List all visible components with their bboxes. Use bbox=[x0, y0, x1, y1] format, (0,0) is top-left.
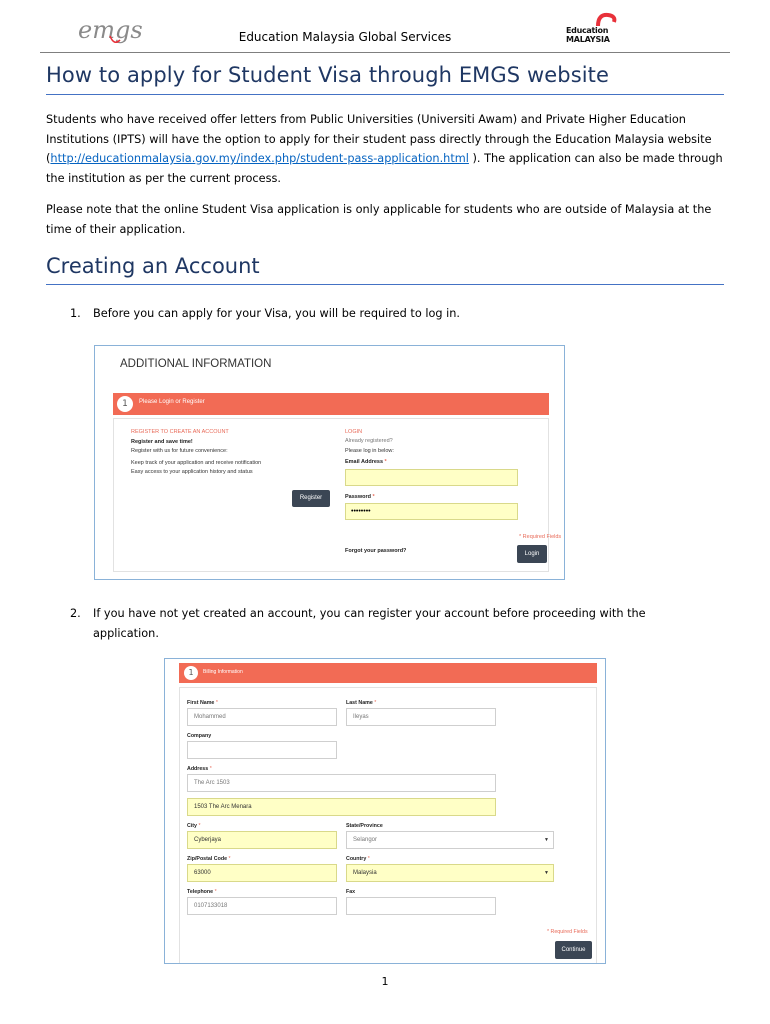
register-line2: Keep track of your application and receive notification bbox=[131, 460, 262, 466]
required-note: * Required Fields bbox=[519, 534, 562, 540]
telephone-label: Telephone * bbox=[187, 889, 217, 895]
additional-info-title: ADDITIONAL INFORMATION bbox=[120, 358, 272, 370]
login-panel bbox=[113, 418, 562, 572]
chevron-down-icon: ▼ bbox=[544, 837, 549, 843]
education-malaysia-logo bbox=[566, 12, 626, 48]
required-note: * Required Fields bbox=[547, 929, 588, 935]
state-select[interactable] bbox=[346, 831, 554, 849]
login-button[interactable]: Login bbox=[517, 545, 547, 563]
country-value: Malaysia bbox=[353, 870, 377, 876]
intro-text-after: ). The application can also be made through the institution as per the current process. bbox=[46, 152, 723, 185]
emgs-logo-mark bbox=[74, 14, 154, 48]
step-number-badge: 1 bbox=[117, 396, 133, 412]
zip-label: Zip/Postal Code * bbox=[187, 856, 231, 862]
register-line1: Register with us for future convenience: bbox=[131, 448, 228, 454]
intro-text-before: Students who have received offer letters from Public Universities (Universiti Awam) and Private Higher Education Institutions (IPTS) will have the option to apply for their student pass directly through the Education Malaysia website ( bbox=[46, 113, 712, 166]
brand-line2: MALAYSIA bbox=[566, 35, 610, 44]
first-name-label: First Name * bbox=[187, 700, 218, 706]
register-line3: Easy access to your application history and status bbox=[131, 469, 253, 475]
billing-step-bar bbox=[179, 663, 597, 683]
forgot-password-link[interactable]: Forgot your password? bbox=[345, 548, 407, 554]
telephone-input[interactable]: 0107133018 bbox=[187, 897, 337, 915]
company-label: Company bbox=[187, 733, 212, 739]
state-label: State/Province bbox=[346, 823, 383, 829]
password-label: Password * bbox=[345, 494, 375, 500]
country-label: Country * bbox=[346, 856, 370, 862]
step-bar-label: Billing Information bbox=[203, 669, 243, 675]
fax-label: Fax bbox=[346, 889, 356, 895]
register-button[interactable]: Register bbox=[292, 490, 330, 507]
zip-input[interactable]: 63000 bbox=[187, 864, 337, 882]
page-title: How to apply for Student Visa through EMGS website bbox=[46, 63, 610, 87]
brand-line1: Education bbox=[566, 26, 609, 35]
address-input-1[interactable]: The Arc 1503 bbox=[187, 774, 496, 792]
step-bar-label: Please Login or Register bbox=[139, 399, 205, 405]
city-input[interactable]: Cyberjaya bbox=[187, 831, 337, 849]
continue-button[interactable]: Continue bbox=[555, 941, 592, 959]
email-input[interactable] bbox=[345, 469, 518, 486]
password-input[interactable]: •••••••• bbox=[345, 503, 518, 520]
address-input-2[interactable]: 1503 The Arc Menara bbox=[187, 798, 496, 816]
company-input[interactable] bbox=[187, 741, 337, 759]
first-name-input[interactable]: Mohammed bbox=[187, 708, 337, 726]
country-select[interactable] bbox=[346, 864, 554, 882]
billing-panel bbox=[179, 687, 597, 964]
email-label: Email Address * bbox=[345, 459, 387, 465]
header-divider bbox=[40, 52, 730, 53]
register-heading: REGISTER TO CREATE AN ACCOUNT bbox=[131, 429, 229, 435]
svg-text:emgs: emgs bbox=[78, 16, 143, 44]
billing-screenshot bbox=[164, 658, 606, 964]
last-name-input[interactable]: Ileyas bbox=[346, 708, 496, 726]
address-label: Address * bbox=[187, 766, 212, 772]
login-step-bar bbox=[113, 393, 549, 415]
chevron-down-icon: ▼ bbox=[544, 870, 549, 876]
register-bold-text: Register and save time! bbox=[131, 439, 193, 445]
login-screenshot bbox=[94, 345, 565, 580]
step-number-badge: 1 bbox=[184, 666, 198, 680]
list-number: 1. bbox=[70, 307, 81, 320]
login-line2: Please log in below: bbox=[345, 448, 394, 454]
header-title: Education Malaysia Global Services bbox=[238, 30, 452, 44]
list-text: Before you can apply for your Visa, you will be required to log in. bbox=[93, 307, 461, 320]
login-heading: LOGIN bbox=[345, 429, 363, 435]
state-value: Selangor bbox=[353, 837, 378, 843]
list-number: 2. bbox=[70, 607, 81, 620]
note-paragraph: Please note that the online Student Visa application is only applicable for students who are outside of Malaysia at the time of their application. bbox=[46, 203, 712, 236]
fax-input[interactable] bbox=[346, 897, 496, 915]
student-pass-link[interactable]: http://educationmalaysia.gov.my/index.php/student-pass-application.html bbox=[50, 152, 469, 166]
title-underline bbox=[46, 94, 724, 95]
login-line1: Already registered? bbox=[345, 438, 393, 444]
intro-paragraph bbox=[46, 110, 724, 188]
last-name-label: Last Name * bbox=[346, 700, 377, 706]
page-number: 1 bbox=[381, 975, 389, 988]
city-label: City * bbox=[187, 823, 201, 829]
section-heading: Creating an Account bbox=[46, 254, 260, 278]
emgs-logo bbox=[74, 14, 154, 48]
section-underline bbox=[46, 284, 724, 285]
list-text: If you have not yet created an account, you can register your account before proceeding with the application. bbox=[93, 607, 646, 640]
